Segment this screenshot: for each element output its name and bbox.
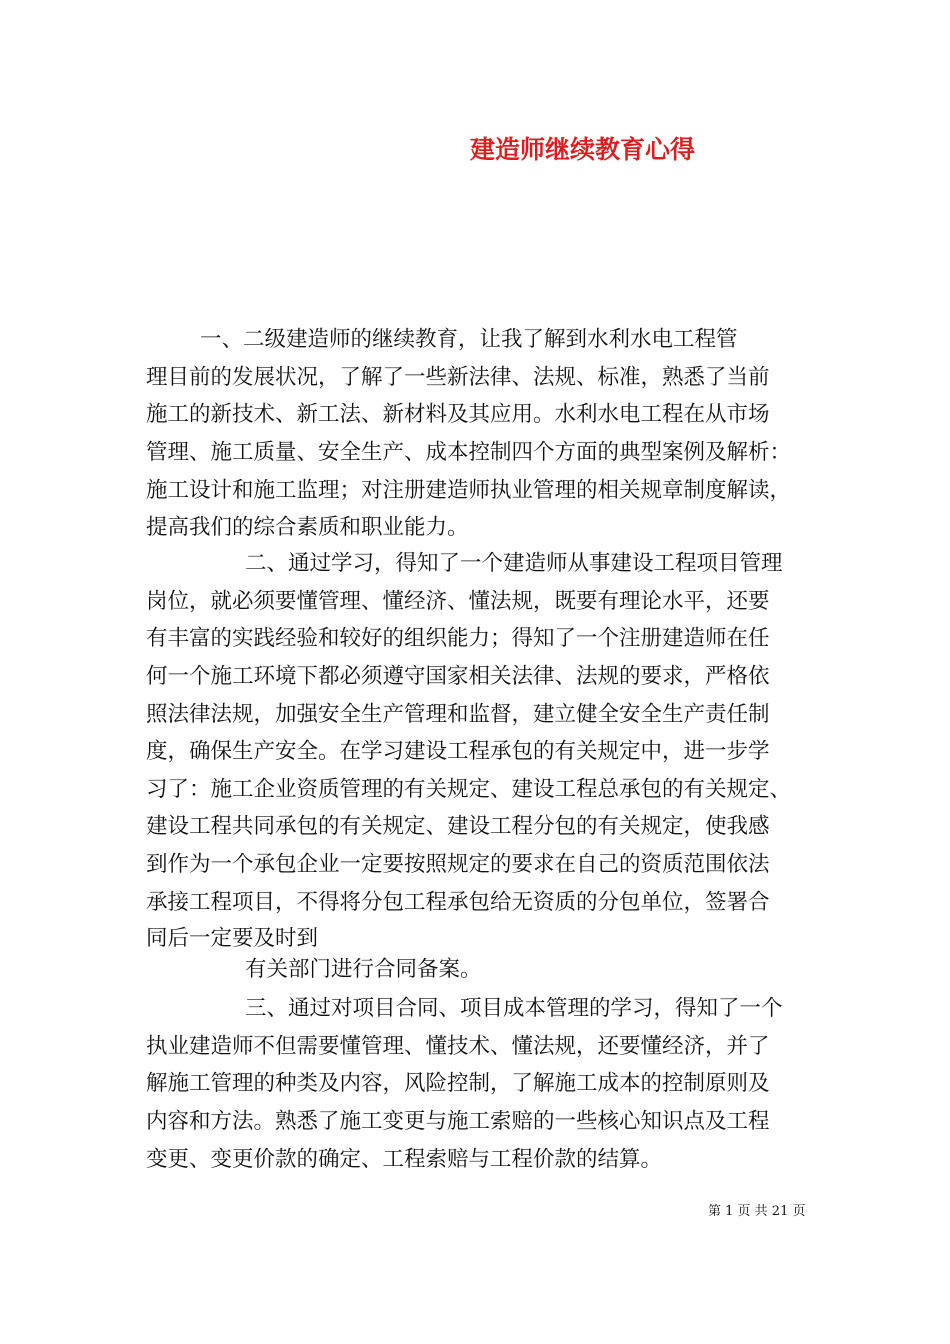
paragraph-line: 施工设计和施工监理；对注册建造师执业管理的相关规章制度解读， (146, 478, 792, 503)
paragraph-line: 同后一定要及时到 (146, 926, 319, 951)
paragraph-line: 承接工程项目，不得将分包工程承包给无资质的分包单位，签署合 (146, 890, 770, 915)
paragraph-line: 建设工程共同承包的有关规定、建设工程分包的有关规定，使我感 (146, 814, 770, 839)
paragraph-line: 有丰富的实践经验和较好的组织能力；得知了一个注册建造师在任 (146, 626, 770, 651)
paragraph-line: 管理、施工质量、安全生产、成本控制四个方面的典型案例及解析： (146, 440, 792, 465)
paragraph-line: 一、二级建造师的继续教育，让我了解到水利水电工程管 (200, 327, 738, 352)
paragraph-line: 理目前的发展状况，了解了一些新法律、法规、标准，熟悉了当前 (146, 365, 770, 390)
paragraph-line: 度，确保生产安全。在学习建设工程承包的有关规定中，进一步学 (146, 739, 770, 764)
paragraph-line: 三、通过对项目合同、项目成本管理的学习，得知了一个 (245, 996, 783, 1021)
page-number-footer: 第 1 页 共 21 页 (708, 1204, 806, 1219)
paragraph-line: 解施工管理的种类及内容，风险控制，了解施工成本的控制原则及 (146, 1071, 770, 1096)
paragraph-line: 习了：施工企业资质管理的有关规定、建设工程总承包的有关规定、 (146, 777, 792, 802)
paragraph-line: 内容和方法。熟悉了施工变更与施工索赔的一些核心知识点及工程 (146, 1109, 770, 1134)
paragraph-line: 到作为一个承包企业一定要按照规定的要求在自己的资质范围依法 (146, 852, 770, 877)
paragraph-line: 执业建造师不但需要懂管理、懂技术、懂法规，还要懂经济，并了 (146, 1034, 770, 1059)
paragraph-line: 照法律法规，加强安全生产管理和监督，建立健全安全生产责任制 (146, 702, 770, 727)
paragraph-line: 岗位，就必须要懂管理、懂经济、懂法规，既要有理论水平，还要 (146, 589, 770, 614)
paragraph-line: 变更、变更价款的确定、工程索赔与工程价款的结算。 (146, 1147, 663, 1172)
paragraph-line: 施工的新技术、新工法、新材料及其应用。水利水电工程在从市场 (146, 402, 770, 427)
paragraph-line: 有关部门进行合同备案。 (245, 957, 482, 982)
paragraph-line: 提高我们的综合素质和职业能力。 (146, 515, 469, 540)
document-title: 建造师继续教育心得 (470, 135, 696, 164)
paragraph-line: 二、通过学习，得知了一个建造师从事建设工程项目管理 (245, 551, 783, 576)
paragraph-line: 何一个施工环境下都必须遵守国家相关法律、法规的要求，严格依 (146, 664, 770, 689)
